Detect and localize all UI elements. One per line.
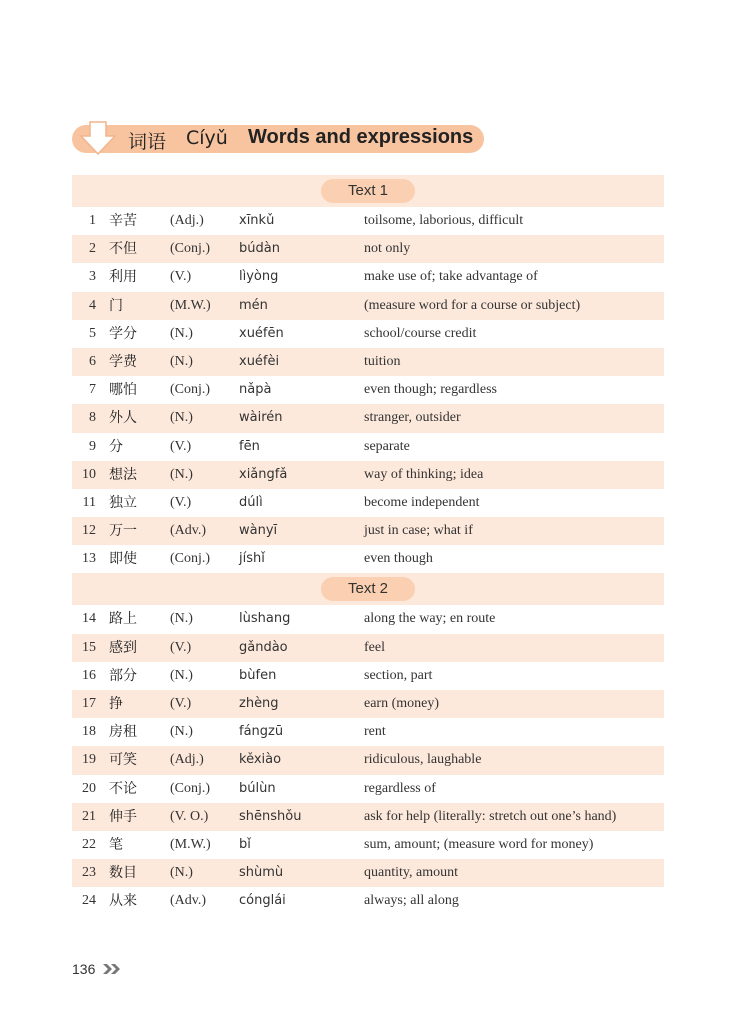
table-row <box>72 690 664 718</box>
entry-definition: stranger, outsider <box>364 410 461 426</box>
entry-part-of-speech: (N.) <box>170 353 193 369</box>
entry-number: 21 <box>82 808 96 824</box>
entry-part-of-speech: (V.) <box>170 639 192 655</box>
entry-pinyin: búlùn <box>239 780 276 796</box>
entry-pinyin: dúlì <box>239 494 263 510</box>
entry-number: 11 <box>82 494 96 510</box>
table-row <box>72 320 664 348</box>
entry-pinyin: shùmù <box>239 865 284 881</box>
entry-definition: not only <box>364 241 411 257</box>
entry-pinyin: lùshang <box>239 611 291 627</box>
entry-chinese: 学分 <box>109 325 137 342</box>
entry-definition: separate <box>364 438 410 454</box>
entry-definition: along the way; en route <box>364 611 496 627</box>
entry-chinese: 挣 <box>109 696 123 712</box>
entry-part-of-speech: (N.) <box>170 611 193 627</box>
section-title: Text 1 <box>321 179 415 203</box>
entry-chinese: 想法 <box>109 466 137 483</box>
entry-number: 9 <box>89 438 96 454</box>
entry-chinese: 独立 <box>109 494 137 511</box>
entry-definition: (measure word for a course or subject) <box>364 297 581 313</box>
table-row <box>72 859 664 887</box>
entry-pinyin: xiǎngfǎ <box>239 466 288 482</box>
entry-part-of-speech: (Conj.) <box>170 551 211 567</box>
section-band <box>72 573 664 605</box>
entry-part-of-speech: (V.) <box>170 494 192 510</box>
entry-part-of-speech: (Conj.) <box>170 241 211 257</box>
table-row <box>72 489 664 517</box>
table-row <box>72 605 664 633</box>
entry-part-of-speech: (V.) <box>170 269 192 285</box>
entry-part-of-speech: (Adv.) <box>170 893 207 909</box>
section-header <box>72 120 484 156</box>
entry-definition: become independent <box>364 494 480 510</box>
down-arrow-icon <box>78 120 118 156</box>
entry-pinyin: xuéfēn <box>239 325 284 341</box>
entry-part-of-speech: (Conj.) <box>170 780 211 796</box>
entry-definition: section, part <box>364 667 433 683</box>
entry-chinese: 房租 <box>109 724 137 741</box>
entry-pinyin: wànyī <box>239 523 278 539</box>
entry-number: 22 <box>82 836 96 852</box>
entry-pinyin: xuéfèi <box>239 353 280 369</box>
section-band <box>72 175 664 207</box>
section-title: Text 2 <box>321 577 415 601</box>
entry-chinese: 可笑 <box>109 752 137 769</box>
entry-chinese: 学费 <box>109 353 137 370</box>
entry-part-of-speech: (M.W.) <box>170 297 211 313</box>
entry-chinese: 笔 <box>109 836 123 853</box>
entry-pinyin: fēn <box>239 438 260 454</box>
entry-pinyin: shēnshǒu <box>239 808 302 824</box>
entry-number: 20 <box>82 780 96 796</box>
entry-definition: always; all along <box>364 893 459 909</box>
table-row <box>72 433 664 461</box>
entry-chinese: 不论 <box>109 780 137 797</box>
entry-definition: regardless of <box>364 780 436 796</box>
entry-part-of-speech: (N.) <box>170 410 193 426</box>
entry-pinyin: xīnkǔ <box>239 213 275 228</box>
entry-part-of-speech: (V.) <box>170 696 192 711</box>
entry-pinyin: fángzū <box>239 724 284 740</box>
entry-number: 12 <box>82 523 96 539</box>
entry-pinyin: gǎndào <box>239 639 288 655</box>
table-row <box>72 634 664 662</box>
entry-number: 10 <box>82 466 96 482</box>
entry-definition: way of thinking; idea <box>364 466 484 482</box>
header-pinyin: Cíyǔ <box>186 127 228 149</box>
table-row <box>72 803 664 831</box>
entry-pinyin: lìyòng <box>239 269 279 285</box>
entry-chinese: 门 <box>109 297 123 314</box>
entry-part-of-speech: (N.) <box>170 724 193 740</box>
table-row <box>72 263 664 291</box>
entry-part-of-speech: (V. O.) <box>170 808 209 824</box>
table-row <box>72 517 664 545</box>
entry-chinese: 哪怕 <box>109 382 137 399</box>
entry-chinese: 外人 <box>109 410 137 427</box>
entry-number: 19 <box>82 752 96 768</box>
entry-definition: toilsome, laborious, difficult <box>364 213 524 228</box>
table-row <box>72 545 664 573</box>
entry-definition: make use of; take advantage of <box>364 269 538 285</box>
entry-number: 24 <box>82 893 96 909</box>
entry-chinese: 即使 <box>109 551 137 568</box>
entry-chinese: 分 <box>109 438 123 455</box>
entry-definition: ridiculous, laughable <box>364 752 482 768</box>
entry-definition: feel <box>364 639 385 655</box>
entry-number: 1 <box>89 213 96 228</box>
entry-part-of-speech: (Adj.) <box>170 752 204 768</box>
entry-chinese: 不但 <box>109 241 137 258</box>
entry-part-of-speech: (N.) <box>170 865 193 881</box>
entry-number: 23 <box>82 865 96 881</box>
entry-part-of-speech: (Adj.) <box>170 213 204 228</box>
entry-part-of-speech: (N.) <box>170 466 193 482</box>
entry-number: 4 <box>89 297 96 313</box>
entry-pinyin: nǎpà <box>239 382 272 398</box>
entry-number: 18 <box>82 724 96 740</box>
table-row <box>72 831 664 859</box>
entry-number: 7 <box>89 382 96 398</box>
entry-chinese: 伸手 <box>109 808 137 825</box>
table-row <box>72 292 664 320</box>
entry-pinyin: bùfen <box>239 667 277 683</box>
entry-pinyin: mén <box>239 297 268 313</box>
table-row <box>72 235 664 263</box>
table-row <box>72 887 664 915</box>
entry-definition: just in case; what if <box>364 523 473 539</box>
entry-number: 17 <box>82 696 96 711</box>
entry-pinyin: zhèng <box>239 696 279 711</box>
double-chevron-right-icon <box>102 963 122 975</box>
entry-number: 16 <box>82 667 96 683</box>
table-row <box>72 404 664 432</box>
entry-chinese: 从来 <box>109 893 137 910</box>
entry-part-of-speech: (N.) <box>170 325 193 341</box>
header-chinese: 词语 <box>128 131 167 153</box>
entry-chinese: 部分 <box>109 667 137 684</box>
entry-definition: tuition <box>364 353 401 369</box>
entry-chinese: 感到 <box>109 639 137 656</box>
entry-pinyin: búdàn <box>239 241 280 257</box>
vocabulary-table <box>72 175 664 916</box>
table-row <box>72 376 664 404</box>
entry-definition: rent <box>364 724 386 740</box>
entry-number: 14 <box>82 611 96 627</box>
table-row <box>72 662 664 690</box>
entry-part-of-speech: (Conj.) <box>170 382 211 398</box>
entry-definition: school/course credit <box>364 325 477 341</box>
table-row <box>72 718 664 746</box>
entry-definition: even though; regardless <box>364 382 497 398</box>
entry-number: 3 <box>89 269 96 285</box>
entry-pinyin: cónglái <box>239 893 286 909</box>
entry-number: 6 <box>89 353 96 369</box>
entry-part-of-speech: (N.) <box>170 667 193 683</box>
entry-number: 5 <box>89 325 96 341</box>
entry-pinyin: kěxiào <box>239 752 282 768</box>
entry-definition: ask for help (literally: stretch out one’s hand) <box>364 808 617 824</box>
entry-part-of-speech: (Adv.) <box>170 523 207 539</box>
table-row <box>72 775 664 803</box>
entry-definition: even though <box>364 551 433 567</box>
page-number: 136 <box>72 961 96 977</box>
entry-chinese: 辛苦 <box>109 213 137 229</box>
entry-number: 13 <box>82 551 96 567</box>
table-row <box>72 348 664 376</box>
entry-number: 8 <box>89 410 96 426</box>
table-row <box>72 461 664 489</box>
entry-number: 15 <box>82 639 96 655</box>
table-row <box>72 746 664 774</box>
entry-definition: earn (money) <box>364 696 440 711</box>
entry-number: 2 <box>89 241 96 257</box>
entry-pinyin: wàirén <box>239 410 283 426</box>
entry-chinese: 利用 <box>109 269 137 286</box>
header-english: Words and expressions <box>248 126 474 148</box>
entry-part-of-speech: (V.) <box>170 438 192 454</box>
entry-part-of-speech: (M.W.) <box>170 836 211 852</box>
table-row <box>72 207 664 235</box>
entry-pinyin: jíshǐ <box>239 551 265 567</box>
entry-definition: sum, amount; (measure word for money) <box>364 836 594 852</box>
entry-pinyin: bǐ <box>239 836 251 852</box>
entry-definition: quantity, amount <box>364 865 458 881</box>
entry-chinese: 数目 <box>109 865 137 882</box>
entry-chinese: 万一 <box>109 523 137 540</box>
entry-chinese: 路上 <box>109 611 137 628</box>
